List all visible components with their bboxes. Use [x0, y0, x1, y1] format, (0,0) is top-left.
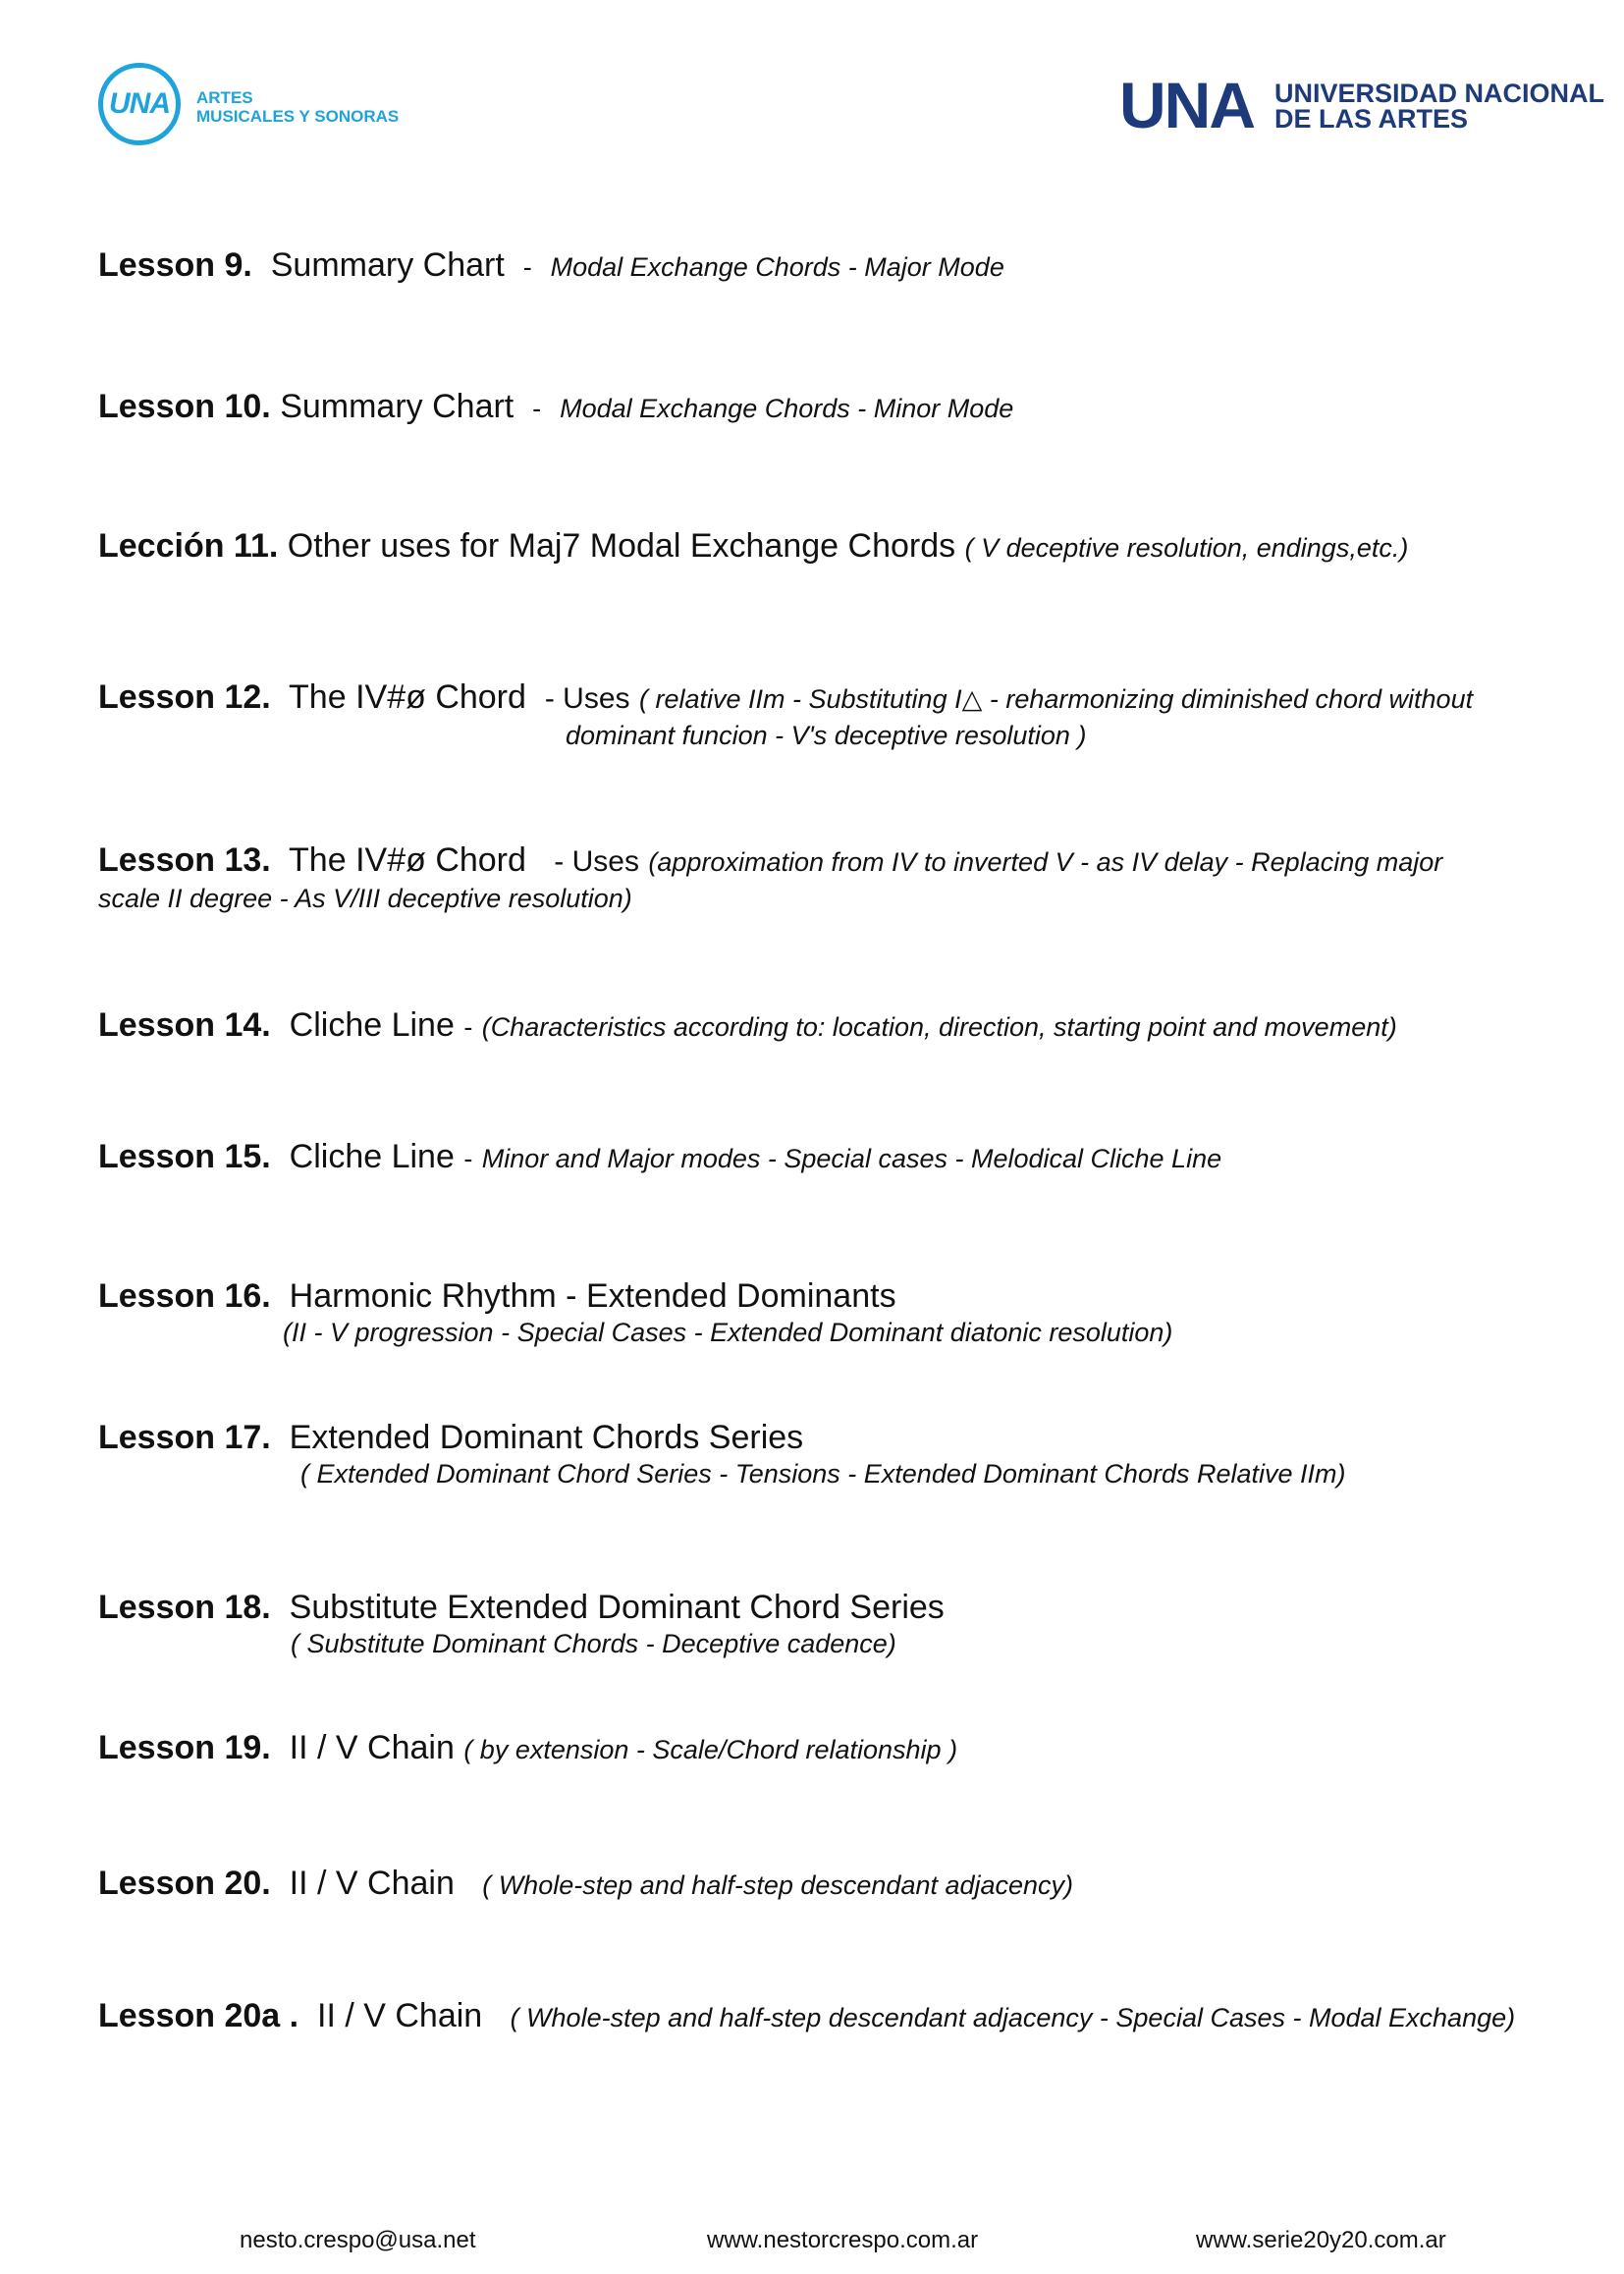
lesson-label: Lesson 13. — [98, 841, 271, 879]
lesson-title: Harmonic Rhythm - Extended Dominants — [289, 1277, 896, 1315]
lesson-label: Lesson 15. — [98, 1138, 271, 1175]
lesson-label: Lesson 18. — [98, 1589, 271, 1626]
lesson-label: Lección 11. — [98, 527, 279, 565]
lesson-label: Lesson 10. — [98, 388, 271, 425]
lesson-label: Lesson 20. — [98, 1865, 271, 1902]
lesson-separator: - — [522, 252, 532, 282]
lesson-separator: - — [463, 1012, 473, 1042]
right-logo-line2: DE LAS ARTES — [1274, 104, 1469, 134]
left-logo-line2: MUSICALES Y SONORAS — [196, 107, 400, 126]
lesson-label: Lesson 19. — [98, 1729, 271, 1766]
una-circle-logo-icon — [98, 63, 181, 145]
lesson-item — [98, 1418, 1591, 1490]
lesson-title: The IV#ø Chord — [289, 841, 526, 879]
lesson-label: Lesson 14. — [98, 1006, 271, 1044]
lesson-title: Summary Chart — [280, 388, 514, 425]
lesson-description: (II - V progression - Special Cases - Extended Dominant diatonic resolution) — [283, 1318, 1173, 1347]
lesson-label: Lesson 12. — [98, 678, 271, 716]
lesson-item — [98, 677, 1591, 752]
lesson-description: Minor and Major modes - Special cases - Melodical Cliche Line — [481, 1144, 1222, 1173]
lesson-description: ( relative IIm - Substituting I△ - reharmonizing diminished chord without — [638, 684, 1474, 714]
lesson-description: (approximation from IV to inverted V - as IV delay - Replacing major — [648, 847, 1443, 877]
lesson-description: ( Whole-step and half-step descendant adjacency - Special Cases - Modal Exchange) — [510, 2003, 1516, 2032]
left-logo-mark: UNA — [109, 87, 170, 120]
lesson-item — [98, 1137, 1591, 1178]
universidad-nacional-logo — [1119, 69, 1605, 141]
lesson-item — [98, 387, 1591, 428]
lesson-item — [98, 245, 1591, 287]
lesson-title: Summary Chart — [270, 246, 505, 284]
lesson-description: ( Substitute Dominant Chords - Deceptive cadence) — [291, 1629, 896, 1658]
lesson-item — [98, 1864, 1591, 1905]
una-artes-musicales-logo — [98, 61, 412, 159]
left-logo-text — [196, 88, 399, 126]
lesson-label: Lesson 9. — [98, 246, 252, 284]
lesson-label: Lesson 17. — [98, 1419, 271, 1456]
lesson-description: ( by extension - Scale/Chord relationship ) — [463, 1735, 958, 1764]
lesson-item — [98, 840, 1591, 915]
lesson-item — [98, 1996, 1591, 2037]
lesson-label: Lesson 20a . — [98, 1997, 299, 2034]
footer-website-1[interactable]: www.nestorcrespo.com.ar — [707, 2227, 979, 2253]
right-logo-line1: UNIVERSIDAD NACIONAL — [1274, 79, 1605, 108]
lesson-title: Substitute Extended Dominant Chord Series — [289, 1589, 945, 1626]
left-logo-line1: ARTES — [196, 88, 253, 107]
lesson-separator: - — [463, 1144, 473, 1173]
lesson-title: The IV#ø Chord — [289, 678, 526, 716]
lesson-separator: - Uses — [544, 682, 630, 715]
lesson-description: ( Extended Dominant Chord Series - Tensions - Extended Dominant Chords Relative IIm) — [300, 1459, 1346, 1489]
lesson-title: II / V Chain — [289, 1729, 455, 1766]
lesson-title: II / V Chain — [289, 1865, 455, 1902]
lesson-item — [98, 1588, 1591, 1660]
lesson-title: Cliche Line — [289, 1006, 455, 1044]
lesson-title: II / V Chain — [317, 1997, 483, 2034]
lesson-description: Modal Exchange Chords - Minor Mode — [560, 394, 1014, 423]
lesson-description: ( Whole-step and half-step descendant adjacency) — [482, 1870, 1074, 1900]
lesson-title: Cliche Line — [289, 1138, 455, 1175]
lesson-separator: - — [532, 394, 542, 423]
footer-website-2[interactable]: www.serie20y20.com.ar — [1196, 2227, 1446, 2253]
lesson-description-continued: scale II degree - As V/III deceptive resolution) — [98, 884, 632, 913]
lesson-title: Other uses for Maj7 Modal Exchange Chords — [287, 527, 956, 565]
lesson-description: (Characteristics according to: location, direction, starting point and movement) — [481, 1012, 1397, 1042]
lesson-title: Extended Dominant Chords Series — [289, 1419, 804, 1456]
footer-email[interactable]: nesto.crespo@usa.net — [240, 2227, 476, 2253]
lesson-item — [98, 1005, 1591, 1047]
lesson-separator: - Uses — [554, 845, 639, 878]
lesson-item — [98, 526, 1591, 568]
lesson-description: ( V deceptive resolution, endings,etc.) — [964, 533, 1409, 563]
right-logo-text — [1274, 81, 1604, 132]
lesson-item — [98, 1728, 1591, 1769]
lesson-label: Lesson 16. — [98, 1277, 271, 1315]
lesson-description: Modal Exchange Chords - Major Mode — [550, 252, 1004, 282]
lesson-description-continued: dominant funcion - V's deceptive resolution ) — [566, 721, 1087, 750]
right-logo-mark: UNA — [1119, 69, 1254, 141]
lesson-item — [98, 1276, 1591, 1349]
